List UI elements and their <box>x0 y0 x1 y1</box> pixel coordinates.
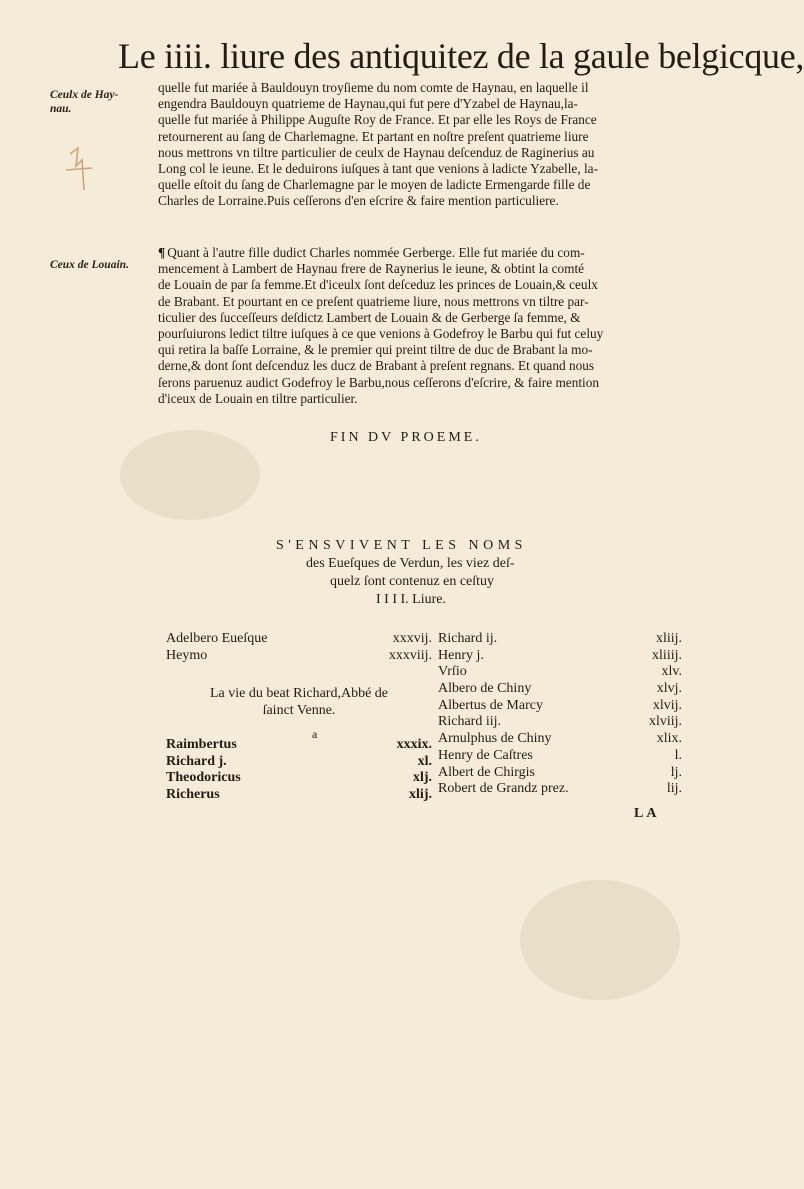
section-heading-caps: S'ENSVIVENT LES NOMS <box>276 538 527 553</box>
toc-page-number: lj. <box>670 764 682 780</box>
text-line: engendra Bauldouyn quatrieme de Haynau,qui fut pere d'Yzabel de Haynau,la- <box>158 96 578 112</box>
paper-stain <box>520 880 680 1000</box>
toc-page-number: xxxviij. <box>388 647 432 663</box>
toc-name: Henry de Caſtres <box>438 747 533 763</box>
marginal-ink-mark <box>64 140 98 196</box>
text-line: retournerent au ſang de Charlemagne. Et partant en noſtre preſent quatrieme liure <box>158 128 589 144</box>
toc-row <box>438 781 682 798</box>
toc-left-lower <box>166 737 432 804</box>
text-line: qui retira la baſſe Lorraine, & le premier qui preint tiltre de duc de Brabant la mo- <box>158 342 593 358</box>
margin-note-line: nau. <box>50 103 72 115</box>
toc-page-number: xlix. <box>656 731 682 747</box>
toc-name: Raimbertus <box>166 737 237 752</box>
vie-richard-heading <box>166 685 432 719</box>
text-line: quelle fut mariée à Philippe Auguſte Roy de France. Et par elle les Roys de France <box>158 112 597 128</box>
toc-row <box>166 648 432 665</box>
toc-name: Richard iij. <box>438 714 501 730</box>
toc-row <box>438 765 682 782</box>
catchword: LA <box>634 806 660 821</box>
toc-name: Richerus <box>166 787 220 803</box>
text-line: ſerons paruenuz audict Godefroy le Barbu,nous ceſſerons d'eſcrire, & faire mention <box>158 374 600 390</box>
toc-page-number: xlvj. <box>656 681 682 697</box>
toc-name: Albertus de Marcy <box>438 697 543 713</box>
text-line: quelle eſtoit du ſang de Charlemagne par le moyen de ladicte Ermengarde fille de <box>158 177 591 193</box>
fin-du-proeme: FIN DV PROEME. <box>330 430 482 445</box>
toc-name: Adelbero Eueſque <box>166 631 268 646</box>
text-line: d'iceux de Louain en tiltre particulier. <box>158 390 358 406</box>
margin-note-louain: Ceux de Louain. <box>50 259 129 271</box>
vie-line: ſainct Venne. <box>262 703 336 718</box>
pilcrow-mark: ¶ <box>158 245 166 260</box>
signature-mark: a <box>312 727 318 741</box>
text-line: quelle fut mariée à Bauldouyn troyſieme du nom comte de Haynau, en laquelle il <box>158 80 589 95</box>
toc-row <box>166 787 432 804</box>
toc-page-number: xlviij. <box>648 714 682 730</box>
text-line: Charles de Lorraine.Puis ceſſerons d'en eſcrire & faire mention particuliere. <box>158 193 559 209</box>
margin-note-line: Ceulx de Hay- <box>50 89 119 101</box>
toc-page-number: xxxvij. <box>392 631 432 646</box>
toc-name: Vrſio <box>438 664 467 680</box>
toc-page-number: l. <box>674 747 682 763</box>
toc-row <box>166 754 432 771</box>
vie-line: La vie du beat Richard,Abbé de <box>209 686 389 701</box>
text-line: de Louain de par ſa femme.Et d'iceulx ſont deſceduz les princes de Louain,& ceulx <box>158 277 598 293</box>
toc-row <box>166 737 432 754</box>
toc-page-number: lij. <box>666 781 682 797</box>
toc-row <box>438 698 682 715</box>
toc-row <box>438 648 682 665</box>
paragraph-haynau <box>158 80 678 210</box>
margin-note-haynau <box>50 88 118 116</box>
toc-row <box>438 714 682 731</box>
paper-stain <box>120 430 260 520</box>
toc-page-number: xxxix. <box>396 737 432 752</box>
text-line: derne,& dont ſont deſcenduz les ducz de Brabant à preſent regnans. Et quand nous <box>158 358 595 374</box>
toc-row <box>438 631 682 648</box>
toc-left-column <box>166 631 432 803</box>
text-line-content: Quant à l'autre fille dudict Charles nommée Gerberge. Elle fut mariée du com- <box>167 245 585 260</box>
toc-name: Theodoricus <box>166 770 241 786</box>
section-heading-line: des Eueſques de Verdun, les viez deſ- <box>306 556 515 571</box>
toc-page-number: xlv. <box>661 664 682 680</box>
toc-row <box>166 631 432 648</box>
toc-row <box>438 664 682 681</box>
toc-name: Henry j. <box>438 647 484 663</box>
toc-row <box>438 748 682 765</box>
text-line: de Brabant. Et pourtant en ce preſent quatrieme liure, nous mettrons vn tiltre par- <box>158 293 589 309</box>
toc-name: Robert de Grandz prez. <box>438 781 569 797</box>
toc-name: Albert de Chirgis <box>438 764 535 780</box>
toc-row <box>438 731 682 748</box>
section-heading <box>276 537 606 609</box>
text-line: ticulier des ſucceſſeurs deſdictz Lambert de Louain & de Gerberge ſa femme, & <box>158 309 581 325</box>
text-line: nous mettrons vn tiltre particulier de ceulx de Haynau deſcenduz de Raginerius au <box>158 144 595 160</box>
toc-page-number: xlj. <box>412 770 432 786</box>
toc-name: Arnulphus de Chiny <box>438 731 552 747</box>
toc-name: Richard ij. <box>438 631 498 646</box>
toc-page-number: xlij. <box>409 787 432 803</box>
toc-right-column <box>438 631 682 798</box>
section-heading-line: I I I I. Liure. <box>376 592 446 607</box>
toc-row <box>438 681 682 698</box>
paragraph-louain <box>158 245 678 407</box>
toc-name: Richard j. <box>166 753 227 769</box>
toc-page-number: xliiij. <box>652 647 682 663</box>
toc-page-number: xl. <box>417 753 432 769</box>
section-heading-line: quelz ſont contenuz en ceſtuy <box>330 574 495 589</box>
toc-page-number: xliij. <box>655 631 682 646</box>
running-header: Le iiii. liure des antiquitez de la gaule belgicque, <box>118 36 804 76</box>
toc-row <box>166 770 432 787</box>
toc-name: Heymo <box>166 647 208 663</box>
toc-name: Albero de Chiny <box>438 681 532 697</box>
text-line <box>158 245 678 261</box>
text-line: pourſuiurons ledict tiltre iuſques à ce que venions à Godefroy le Barbu qui fut celuy <box>158 326 604 342</box>
text-line: Long col le ieune. Et le deduirons iuſques à tant que venions à ladicte Yzabelle, la- <box>158 161 598 177</box>
text-line: mencement à Lambert de Haynau frere de Raynerius le ieune, & obtint la comté <box>158 261 585 277</box>
toc-page-number: xlvij. <box>652 697 682 713</box>
